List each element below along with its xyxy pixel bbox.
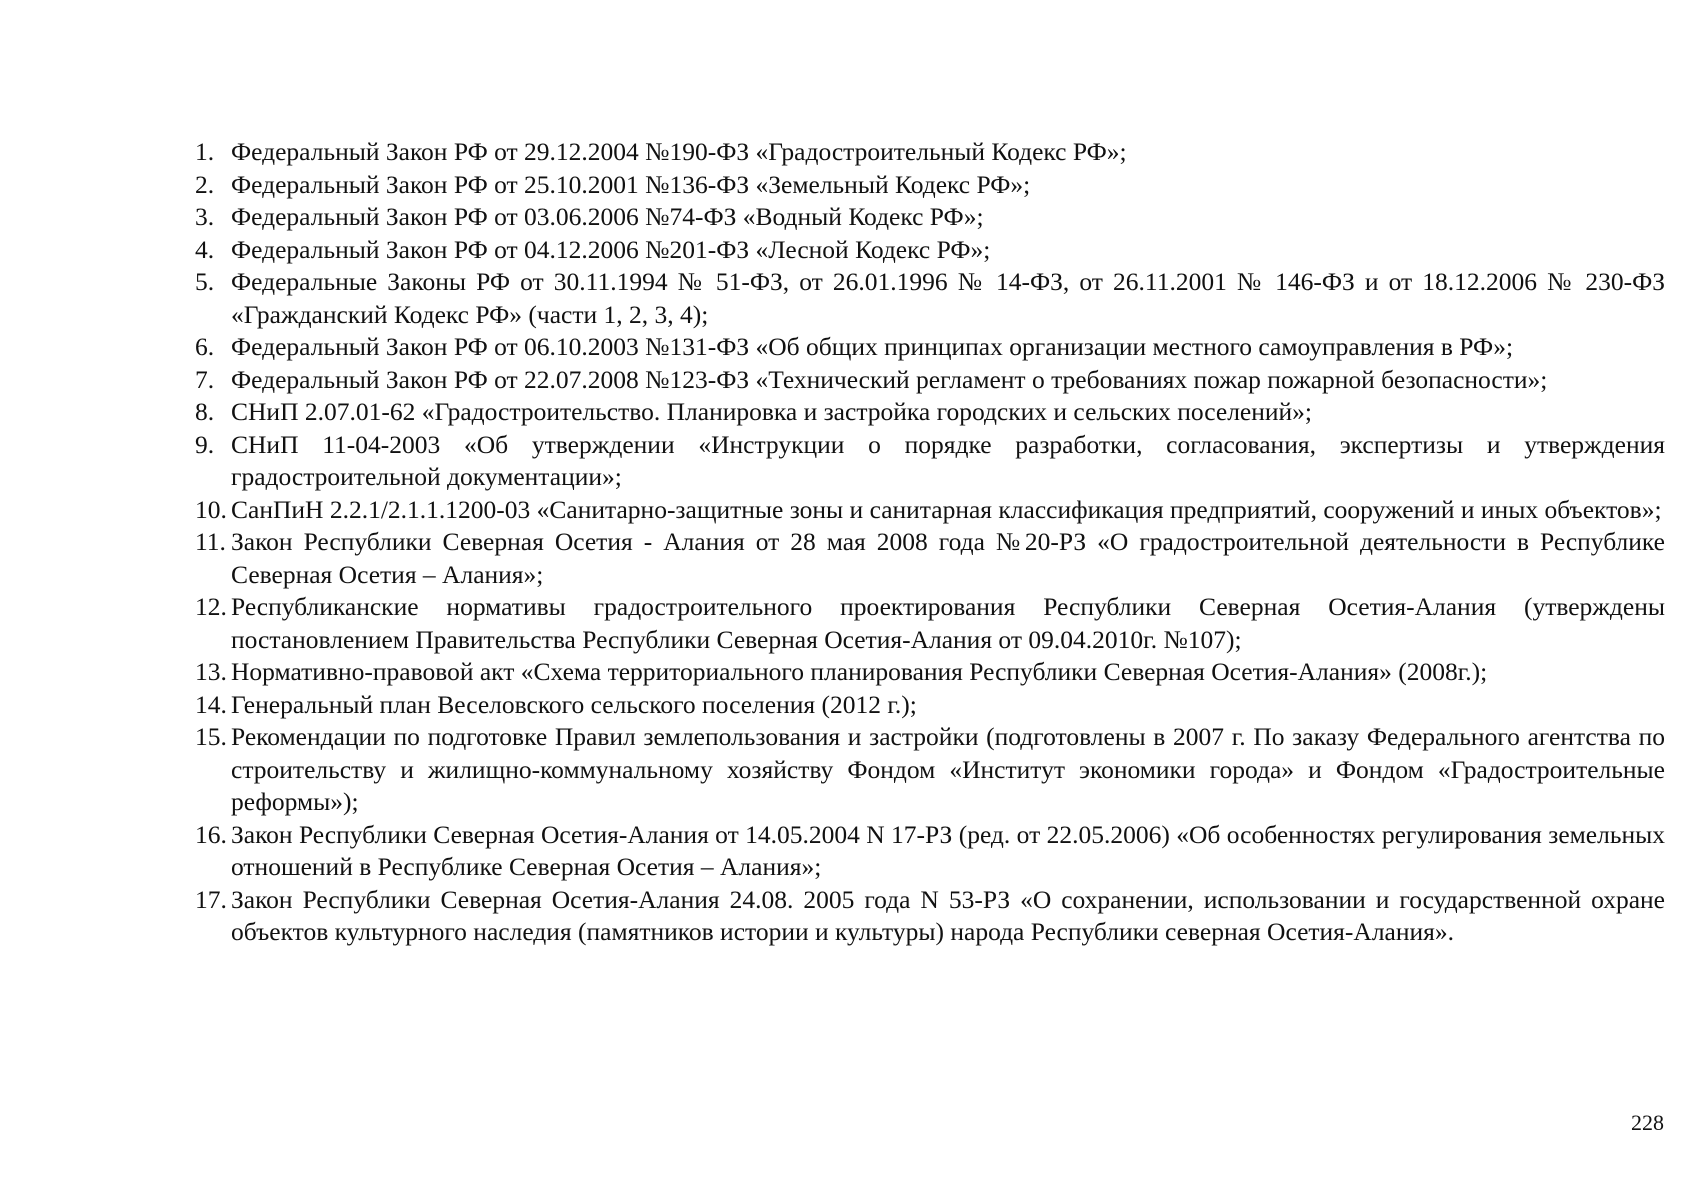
list-item [195, 169, 1665, 202]
list-item-text: Федеральный Закон РФ от 04.12.2006 №201-ФЗ «Лесной Кодекс РФ»; [231, 234, 991, 264]
list-item-text: Нормативно-правовой акт «Схема территориального планирования Республики Северная Осетия-Алания» (2008г.); [231, 657, 1488, 686]
list-item-text: Закон Республики Северная Осетия-Алания 24.08. 2005 года N 53-РЗ «О сохранении, использовании и государственной охране объектов культурного наследия (памятников истории и культуры) народа Республики северная Осетия-Алания». [231, 884, 1665, 946]
list-item-number: 1. [195, 137, 215, 166]
list-item [195, 364, 1665, 397]
list-item-number: 17. [195, 884, 227, 914]
list-item-text: Федеральный Закон РФ от 06.10.2003 №131-ФЗ «Об общих принципах организации местного самоуправления в РФ»; [231, 332, 1514, 361]
list-item-text: Федеральный Закон РФ от 03.06.2006 №74-ФЗ «Водный Кодекс РФ»; [231, 202, 984, 231]
list-item-number: 13. [195, 657, 227, 686]
page-number: 228 [1631, 1110, 1664, 1135]
list-item-text: Закон Республики Северная Осетия-Алания от 14.05.2004 N 17-РЗ (ред. от 22.05.2006) «Об особенностях регулирования земельных отношений в Республике Северная Осетия – Алания»; [231, 819, 1665, 881]
list-item-text: Федеральный Закон РФ от 22.07.2008 №123-ФЗ «Технический регламент о требованиях пожар пожарной безопасности»; [231, 364, 1548, 394]
list-item-text: СНиП 11-04-2003 «Об утверждении «Инструкции о порядке разработки, согласования, экспертизы и утверждения градостроительной документации»; [231, 429, 1665, 491]
list-item-number: 14. [195, 689, 227, 719]
list-item-text: СНиП 2.07.01-62 «Градостроительство. Планировка и застройка городских и сельских поселений»; [231, 397, 1313, 426]
list-item-number: 5. [195, 267, 215, 296]
list-item [195, 656, 1665, 689]
list-item-number: 3. [195, 202, 215, 231]
list-item-number: 10. [195, 494, 227, 524]
list-item-text: СанПиН 2.2.1/2.1.1.1200-03 «Санитарно-защитные зоны и санитарная классификация предприятий, сооружений и иных объектов»; [231, 494, 1662, 524]
list-item-text: Республиканские нормативы градостроительного проектирования Республики Северная Осетия-Алания (утверждены постановлением Правительства Республики Северная Осетия-Алания от 09.04.2010г. №107); [231, 592, 1665, 654]
list-item [195, 591, 1665, 656]
list-item [195, 884, 1665, 949]
list-item-text: Рекомендации по подготовке Правил землепользования и застройки (подготовлены в 2007 г. По заказу Федерального агентства по строительству и жилищно-коммунальному хозяйству Фондом «Институт экономики города» и Фондом «Градостроительные реформы»); [231, 722, 1665, 816]
list-item [195, 526, 1665, 591]
list-item-number: 8. [195, 397, 215, 426]
list-item-number: 15. [195, 722, 227, 751]
list-item-number: 11. [195, 527, 226, 556]
list-item [195, 136, 1665, 169]
list-item [195, 201, 1665, 234]
list-item-text: Федеральный Закон РФ от 25.10.2001 №136-ФЗ «Земельный Кодекс РФ»; [231, 169, 1031, 199]
list-item-number: 2. [195, 169, 215, 199]
reference-list [195, 136, 1665, 949]
list-item [195, 494, 1665, 527]
list-item [195, 266, 1665, 331]
list-item [195, 819, 1665, 884]
list-item [195, 721, 1665, 819]
list-item-number: 7. [195, 364, 215, 394]
list-item-number: 9. [195, 429, 215, 459]
list-item [195, 429, 1665, 494]
list-item-text: Федеральные Законы РФ от 30.11.1994 № 51-ФЗ, от 26.01.1996 № 14-ФЗ, от 26.11.2001 № 146-ФЗ и от 18.12.2006 № 230-ФЗ «Гражданский Кодекс РФ» (части 1, 2, 3, 4); [231, 267, 1665, 329]
list-item-number: 12. [195, 592, 227, 621]
list-item [195, 396, 1665, 429]
list-item-number: 4. [195, 234, 215, 264]
list-item-number: 16. [195, 819, 227, 849]
list-item-text: Закон Республики Северная Осетия - Алания от 28 мая 2008 года №20-РЗ «О градостроительной деятельности в Республике Северная Осетия – Алания»; [231, 527, 1665, 589]
list-item [195, 331, 1665, 364]
list-item-text: Генеральный план Веселовского сельского поселения (2012 г.); [231, 689, 917, 719]
list-item [195, 234, 1665, 267]
list-item-text: Федеральный Закон РФ от 29.12.2004 №190-ФЗ «Градостроительный Кодекс РФ»; [231, 137, 1127, 166]
list-item [195, 689, 1665, 722]
list-item-number: 6. [195, 332, 215, 361]
